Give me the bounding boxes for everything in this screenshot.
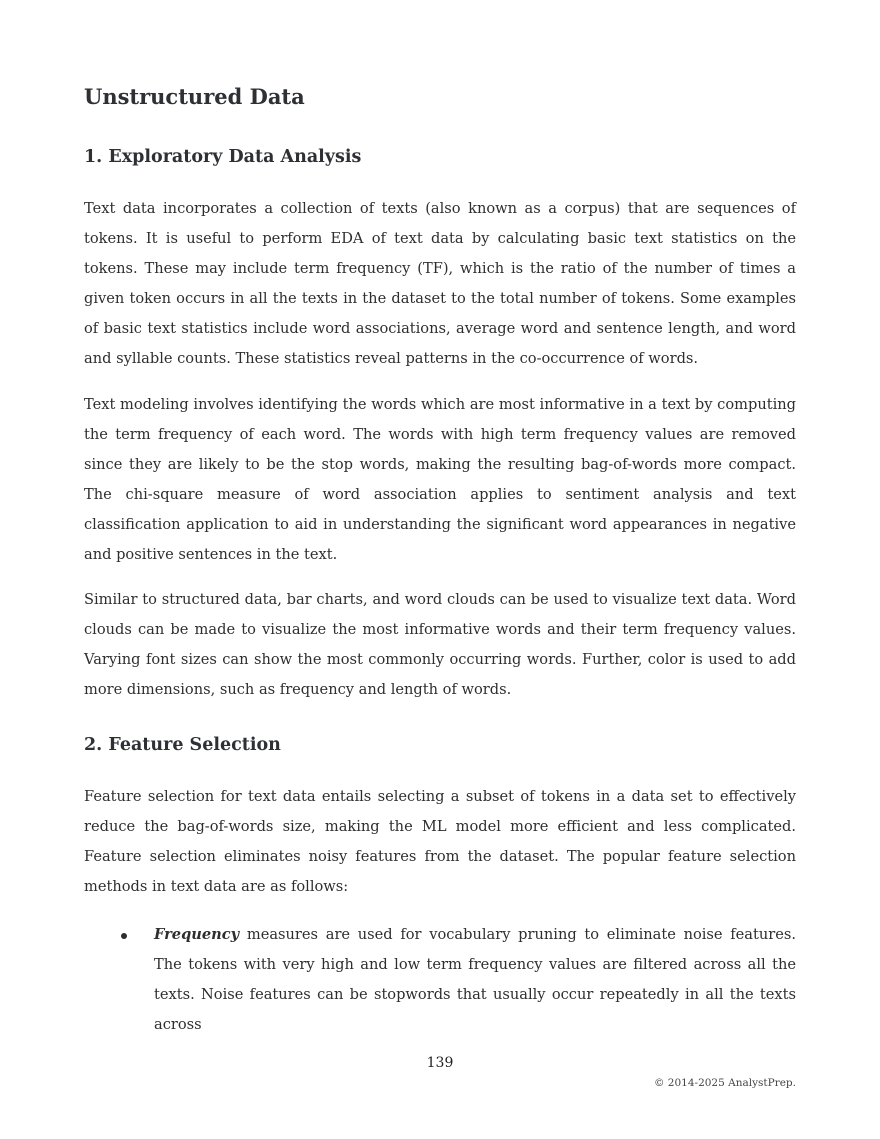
section-heading-eda: 1. Exploratory Data Analysis: [84, 147, 362, 167]
list-item: [84, 920, 796, 1040]
document-title: Unstructured Data: [84, 84, 305, 109]
paragraph-eda-1: Text data incorporates a collection of texts (also known as a corpus) that are sequences of tokens. It is useful to perform EDA of text data by calculating basic text statistics on the tokens. These may include term frequency (TF), which is the ratio of the number of times a given token occurs in all the texts in the dataset to the total number of tokens. Some examples of basic text statistics include word associations, average word and sentence length, and word and syllable counts. These statistics reveal patterns in the co-occurrence of words.: [84, 200, 796, 368]
feature-selection-methods-list: [84, 920, 796, 1040]
page-number: 139: [426, 1055, 454, 1071]
section-heading-feature-selection: 2. Feature Selection: [84, 735, 281, 755]
paragraph-feature-selection-1: Feature selection for text data entails selecting a subset of tokens in a data set to effectively reduce the bag-of-words size, making the ML model more efficient and less complicated. Feature selection eliminates noisy features from the dataset. The popular feature selection methods in text data are as follows:: [84, 788, 796, 896]
paragraph-eda-3: Similar to structured data, bar charts, and word clouds can be used to visualize text data. Word clouds can be made to visualize the most informative words and their term frequency values. Varying font sizes can show the most commonly occurring words. Further, color is used to add more dimensions, such as frequency and length of words.: [84, 591, 796, 699]
bullet-text: measures are used for vocabulary pruning to eliminate noise features. The tokens with very high and low term frequency values are filtered across all the texts. Noise features can be stopwords that usually occur repeatedly in all the texts across: [154, 926, 796, 1034]
bullet-icon: [121, 933, 127, 939]
paragraph-eda-2: Text modeling involves identifying the words which are most informative in a text by computing the term frequency of each word. The words with high term frequency values are removed since they are likely to be the stop words, making the resulting bag-of-words more compact. The chi-square measure of word association applies to sentiment analysis and text classification application to aid in understanding the significant word appearances in negative and positive sentences in the text.: [84, 396, 796, 564]
copyright-notice: © 2014-2025 AnalystPrep.: [653, 1077, 796, 1089]
bullet-term: Frequency: [154, 926, 240, 943]
